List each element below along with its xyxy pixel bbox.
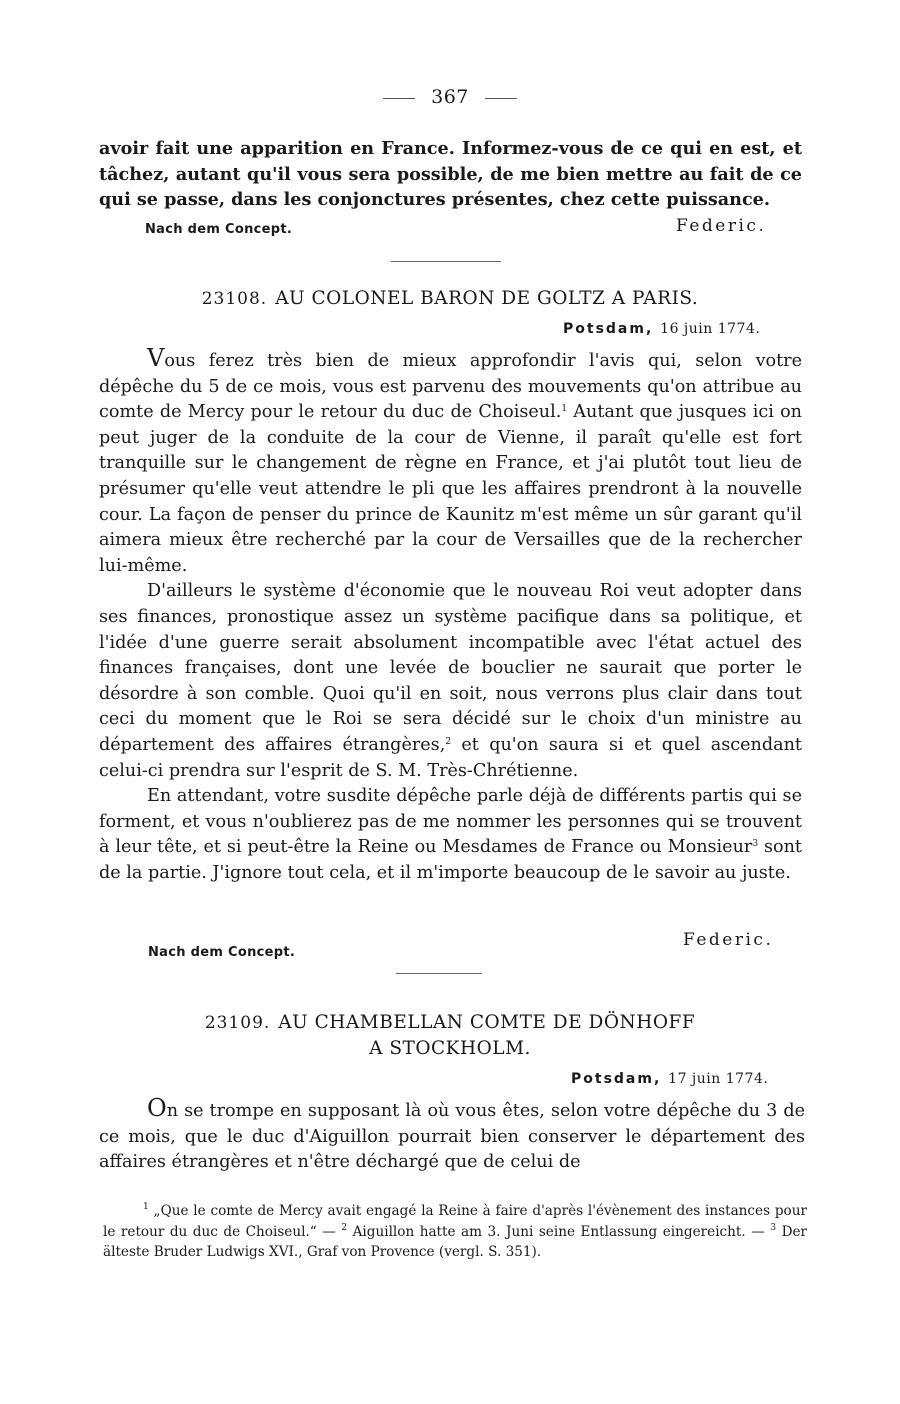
letter2-number: 23109. [204,1013,271,1033]
page-number: 367 [431,86,469,108]
letter1-date: 16 juin 1774. [660,321,761,337]
header-dash-left [383,98,415,99]
letter2-heading [0,1012,900,1033]
letter1-p2-text-cont: et qu'on saura si et quel ascendant celui-ci prendra sur l'esprit de S. M. Très-Chrétienne. [99,734,802,781]
footnote-mark-2: 2 [341,1222,348,1233]
letter2-paragraph-1 [99,1096,805,1176]
footnote-ref-3: 3 [752,839,759,850]
header-dash-right [485,98,517,99]
letter2-heading-line2 [0,1038,900,1059]
letter1-body [99,346,802,886]
letter2-dateline [571,1071,768,1087]
letter1-title: AU COLONEL BARON DE GOLTZ A PARIS. [275,288,699,309]
footnote-2: Aiguillon hatte am 3. Juni seine Entlassung eingereicht. — [352,1223,765,1240]
letter1-paragraph-2 [99,579,802,784]
section-divider [391,261,501,262]
intro-text: avoir fait une apparition en France. Informez-vous de ce qui en est, et tâchez, autant qu'il vous sera possible, de me bien mettre au fait de ce qui se passe, dans les conjonctures présentes, chez cette puissance. [99,138,802,211]
intro-signature: Federic. [676,216,767,236]
footnote-3: Der älteste Bruder Ludwigs XVI., Graf von Provence (vergl. S. 351). [103,1223,808,1260]
letter1-heading [0,288,900,309]
letter1-p3-text: En attendant, votre susdite dépêche parle déjà de différents partis qui se forment, et vous n'oublierez pas de me nommer les personnes qui se trouvent à leur tête, et si peut-être la Reine ou Mesdames de France ou Monsieur [99,786,802,858]
page-header [0,86,900,108]
footnote-1: „Que le comte de Mercy avait engagé la Reine à faire d'après l'évènement des instances pour le retour du duc de Choiseul.“ — [103,1203,807,1240]
letter2-place: Potsdam, [571,1071,662,1087]
letter1-paragraph-3 [99,784,802,886]
footnote-mark-3: 3 [770,1222,777,1233]
letter1-p1-text: ous ferez très bien de mieux approfondir l'avis qui, selon votre dépêche du 5 de ce mois, vous est parvenu des mouvements qu'on attribue au comte de Mercy pour le retour du duc de Choiseul. [99,351,802,423]
footnote-mark-1: 1 [143,1202,149,1212]
footnotes-text [103,1201,807,1263]
footnotes [103,1201,807,1263]
letter2-dropcap: O [147,1094,167,1122]
footnote-ref-2: 2 [445,736,452,747]
letter1-place: Potsdam, [563,321,654,337]
letter2-body [99,1096,805,1176]
letter1-number: 23108. [201,289,268,309]
letter1-p2-text: D'ailleurs le système d'économie que le nouveau Roi veut adopter dans ses finances, pronostique assez un système pacifique dans sa politique, et l'idée d'une guerre serait absolument incompatible avec l'état actuel des finances françaises, dont une levée de bouclier ne saurait que porter le désordre à son comble. Quoi qu'il en soit, nous verrons plus clair dans tout ceci du moment que le Roi se sera décidé sur le choix d'un ministre au département des affaires étrangères, [99,581,802,755]
letter1-signature: Federic. [683,930,774,950]
letter1-dropcap: V [147,344,165,372]
letter1-p3-text-cont: sont de la partie. J'ignore tout cela, et il m'importe beaucoup de le savoir au juste. [99,837,802,883]
intro-source-note: Nach dem Concept. [145,222,293,237]
letter2-date: 17 juin 1774. [668,1071,769,1087]
letter1-dateline [563,321,760,337]
intro-paragraph [99,136,802,213]
letter2-title-line2: A STOCKHOLM. [369,1038,531,1059]
letter1-p1-text-cont: Autant que jusques ici on peut juger de la conduite de la cour de Vienne, il paraît qu'elle est fort tranquille sur le changement de règne en France, et j'ai plutôt tout lieu de présumer qu'elle veut attendre le pli que les affaires prendront à la nouvelle cour. La façon de penser du prince de Kaunitz m'est même un sûr garant qu'il aimera mieux être recherché par la cour de Versailles que de la rechercher lui-même. [99,402,802,576]
section-divider-2 [396,973,482,974]
letter2-p1-text: n se trompe en supposant là où vous êtes, selon votre dépêche du 3 de ce mois, que le duc d'Aiguillon pourrait bien conserver le département des affaires étrangères et n'être déchargé que de celui de [99,1101,805,1173]
letter1-source-note: Nach dem Concept. [148,945,296,960]
letter1-paragraph-1 [99,346,802,579]
letter2-title-line1: AU CHAMBELLAN COMTE DE DÖNHOFF [278,1012,696,1033]
footnote-ref-1: 1 [561,404,568,415]
